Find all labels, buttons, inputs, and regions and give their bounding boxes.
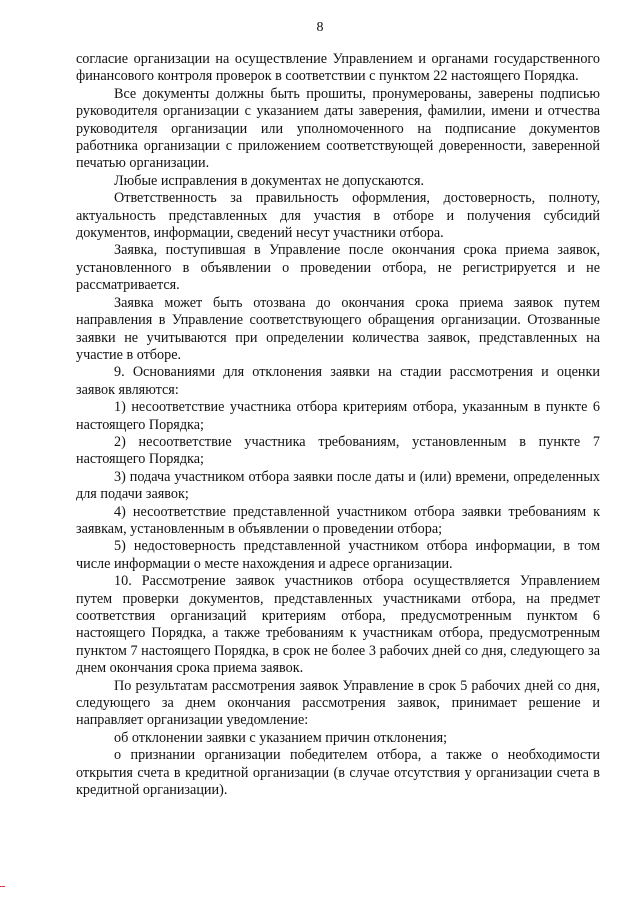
paragraph-withdrawal: Заявка может быть отозвана до окончания срока приема заявок путем направления в Управление соответствующего обращения организации. Отозванные заявки не учитываются при определении количества заявок, представленных на участие в отборе. [76, 294, 600, 363]
scan-edge-mark [0, 886, 5, 887]
paragraph-item-10-review: 10. Рассмотрение заявок участников отбора осуществляется Управлением путем проверки документов, представленных участниками отбора, на предмет соответствия организаций критериям отбора, предусмотренным пунктом 6 настоящего Порядка, а также требованиям к участникам отбора, предусмотренным пунктом 7 настоящего Порядка, в срок не более 3 рабочих дней со дня, следующего за днем окончания срока приема заявок. [76, 573, 600, 677]
paragraph-late-application: Заявка, поступившая в Управление после окончания срока приема заявок, установленного в объявлении о проведении отбора, не регистрируется и не рассматривается. [76, 242, 600, 294]
list-item-rejection-5: 5) недостоверность представленной участником отбора информации, в том числе информации о месте нахождения и адресе организации. [76, 538, 600, 572]
paragraph-review-results: По результатам рассмотрения заявок Управление в срок 5 рабочих дней со дня, следующего за днем окончания рассмотрения заявок, принимает решение и направляет организации уведомление: [76, 677, 600, 729]
list-item-rejection-4: 4) несоответствие представленной участником отбора заявки требованиям к заявкам, установленным в объявлении о проведении отбора; [76, 503, 600, 537]
paragraph-no-corrections: Любые исправления в документах не допускаются. [114, 172, 425, 189]
list-item-rejection-1: 1) несоответствие участника отбора критериям отбора, указанным в пункте 6 настоящего Порядка; [76, 399, 600, 433]
paragraph-consent-continuation: согласие организации на осуществление Управлением и органами государственного финансового контроля проверок в соответствии с пунктом 22 настоящего Порядка. [76, 51, 600, 85]
list-item-rejection-3: 3) подача участником отбора заявки после даты и (или) времени, определенных для подачи заявок; [76, 468, 600, 503]
paragraph-documents-binding: Все документы должны быть прошиты, пронумерованы, заверены подписью руководителя организации с указанием даты заверения, фамилии, имени и отчества руководителя организации или уполномоченного на подписание документов работника организации с приложением соответствующей доверенности, заверенной печатью организации. [76, 85, 600, 172]
document-body [76, 51, 600, 799]
paragraph-item-9-heading: 9. Основаниями для отклонения заявки на стадии рассмотрения и оценки заявок являются: [76, 364, 600, 398]
list-item-notice-rejection: об отклонении заявки с указанием причин отклонения; [114, 729, 448, 746]
page-number: 8 [316, 20, 324, 35]
list-item-notice-winner: о признании организации победителем отбора, а также о необходимости открытия счета в кредитной организации (в случае отсутствия у организации счета в кредитной организации). [76, 747, 600, 799]
paragraph-responsibility: Ответственность за правильность оформления, достоверность, полноту, актуальность представленных для участия в отборе и получения субсидий документов, информации, сведений несут участники отбора. [76, 190, 600, 242]
list-item-rejection-2: 2) несоответствие участника требованиям, установленным в пункте 7 настоящего Порядка; [76, 433, 600, 468]
